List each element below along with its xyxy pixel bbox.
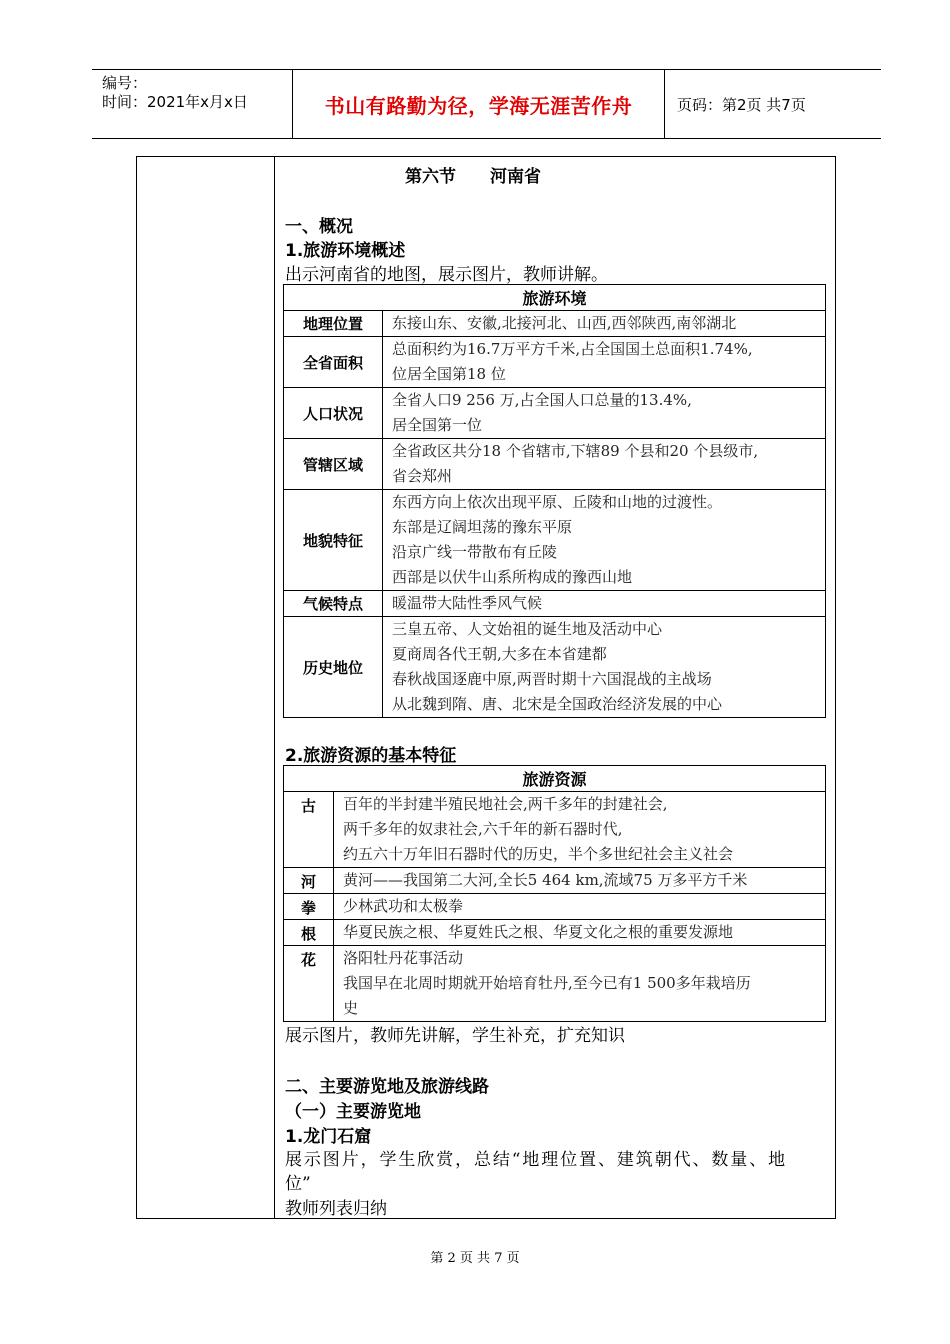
env-row-label: 地理位置 <box>284 311 383 337</box>
env-row <box>284 311 826 337</box>
env-row-label: 地貌特征 <box>284 490 383 591</box>
env-row <box>284 439 826 490</box>
env-row-value <box>383 591 826 617</box>
time-label: 时间：2021年x月x日 <box>102 93 248 111</box>
env-row-label: 人口状况 <box>284 388 383 439</box>
env-row-line: 东西方向上依次出现平原、丘陵和山地的过渡性。 <box>392 493 723 511</box>
env-row-line: 居全国第一位 <box>392 416 483 434</box>
env-row-line: 总面积约为16.7万平方千米,占全国国土总面积1.74%, <box>392 340 753 358</box>
env-row-label: 历史地位 <box>284 617 383 718</box>
page-header <box>92 69 881 139</box>
env-row <box>284 388 826 439</box>
env-row-line: 从北魏到隋、唐、北宋是全国政治经济发展的中心 <box>392 695 723 713</box>
res-row-line: 史 <box>343 999 359 1017</box>
res-row-value <box>334 920 826 946</box>
part2-item1-note2: 教师列表归纳 <box>285 1199 387 1219</box>
env-row-value <box>383 617 826 718</box>
part1-sub1: 1.旅游环境概述 <box>285 241 406 261</box>
env-row-line: 西部是以伏牛山系所构成的豫西山地 <box>392 568 633 586</box>
res-row <box>284 792 826 868</box>
env-row-label: 管辖区域 <box>284 439 383 490</box>
env-row-value <box>383 337 826 388</box>
header-motto-cell <box>293 70 665 138</box>
page-label: 页码：第2页 共7页 <box>677 95 806 114</box>
part2-heading: 二、主要游览地及旅游线路 <box>285 1077 489 1097</box>
env-row-line: 位居全国第18 位 <box>392 365 506 383</box>
res-row <box>284 868 826 894</box>
env-row-line: 三皇五帝、人文始祖的诞生地及活动中心 <box>392 620 663 638</box>
res-row-label: 古 <box>284 792 334 868</box>
res-row-label: 河 <box>284 868 334 894</box>
part2-subheading: （一）主要游览地 <box>285 1102 421 1122</box>
env-row-value <box>383 490 826 591</box>
res-row-value <box>334 792 826 868</box>
res-row-line: 两千多年的奴隶社会,六千年的新石器时代, <box>343 820 623 838</box>
res-row <box>284 946 826 1022</box>
left-column <box>137 157 275 1218</box>
env-row-value <box>383 439 826 490</box>
res-row-line: 百年的半封建半殖民地社会,两千多年的封建社会, <box>343 795 668 813</box>
env-row-line: 东部是辽阔坦荡的豫东平原 <box>392 518 573 536</box>
env-row-line: 沿京广线一带散布有丘陵 <box>392 543 558 561</box>
env-row <box>284 337 826 388</box>
env-row-line: 全省人口9 256 万,占全国人口总量的13.4%, <box>392 391 692 409</box>
env-row-value <box>383 311 826 337</box>
res-row-line: 洛阳牡丹花事活动 <box>343 949 464 967</box>
section-title: 第六节 河南省 <box>405 167 541 187</box>
page-footer: 第 2 页 共 7 页 <box>430 1251 520 1266</box>
res-row <box>284 920 826 946</box>
res-row-line: 我国早在北周时期就开始培育牡丹,至今已有1 500多年栽培历 <box>343 974 751 992</box>
res-row <box>284 894 826 920</box>
env-table <box>283 284 826 718</box>
res-row-line: 少林武功和太极拳 <box>343 897 464 915</box>
code-label: 编号： <box>102 74 148 92</box>
res-table <box>283 765 826 1022</box>
res-row-label: 花 <box>284 946 334 1022</box>
env-row-line: 暖温带大陆性季风气候 <box>392 594 543 612</box>
res-row-label: 拳 <box>284 894 334 920</box>
res-caption: 旅游资源 <box>284 766 826 792</box>
part1-sub2: 2.旅游资源的基本特征 <box>285 746 457 766</box>
part1-sub1-note: 出示河南省的地图，展示图片，教师讲解。 <box>285 265 608 285</box>
env-row-line: 全省政区共分18 个省辖市,下辖89 个县和20 个县级市, <box>392 442 759 460</box>
env-row-line: 夏商周各代王朝,大多在本省建都 <box>392 645 607 663</box>
env-row-line: 东接山东、安徽,北接河北、山西,西邻陕西,南邻湖北 <box>392 314 737 332</box>
env-row <box>284 591 826 617</box>
part1-sub2-note: 展示图片，教师先讲解，学生补充，扩充知识 <box>285 1026 625 1046</box>
env-row-label: 全省面积 <box>284 337 383 388</box>
res-row-label: 根 <box>284 920 334 946</box>
res-row-line: 华夏民族之根、华夏姓氏之根、华夏文化之根的重要发源地 <box>343 923 734 941</box>
env-row <box>284 617 826 718</box>
header-meta-cell <box>92 70 293 138</box>
motto: 书山有路勤为径，学海无涯苦作舟 <box>324 93 633 118</box>
env-row-line: 春秋战国逐鹿中原,两晋时期十六国混战的主战场 <box>392 670 712 688</box>
header-page-cell <box>665 70 881 138</box>
part2-item1-note-line2: 位” <box>285 1174 311 1194</box>
res-row-value <box>334 946 826 1022</box>
part2-item1: 1.龙门石窟 <box>285 1127 372 1147</box>
env-row-value <box>383 388 826 439</box>
env-row <box>284 490 826 591</box>
res-row-line: 约五六十万年旧石器时代的历史，半个多世纪社会主义社会 <box>343 845 734 863</box>
part1-heading: 一、概况 <box>285 217 353 237</box>
env-row-label: 气候特点 <box>284 591 383 617</box>
env-caption: 旅游环境 <box>284 285 826 311</box>
res-row-line: 黄河——我国第二大河,全长5 464 km,流域75 万多平方千米 <box>343 871 748 889</box>
res-caption-row <box>284 766 826 792</box>
res-row-value <box>334 894 826 920</box>
env-row-line: 省会郑州 <box>392 467 453 485</box>
lesson-frame <box>136 156 836 1219</box>
res-row-value <box>334 868 826 894</box>
part2-item1-note-line1: 展示图片，学生欣赏，总结“地理位置、建筑朝代、数量、地 <box>285 1150 787 1170</box>
env-caption-row <box>284 285 826 311</box>
